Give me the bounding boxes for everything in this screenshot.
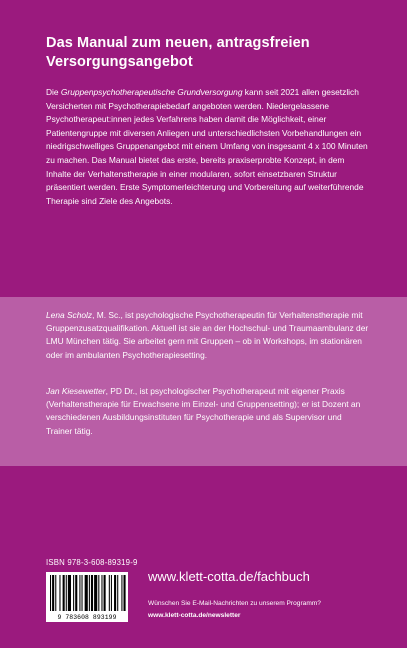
isbn-label: ISBN 978-3-608-89319-9 — [46, 558, 138, 567]
barcode-bar — [117, 575, 118, 611]
barcode-bar — [59, 575, 60, 611]
barcode-bar — [66, 575, 67, 611]
headline-line-1: Das Manual zum neuen, antragsfreien — [46, 35, 310, 51]
barcode-bar — [101, 575, 102, 611]
publisher-footer — [0, 466, 407, 648]
barcode-bar — [55, 575, 56, 611]
barcode-bar — [89, 575, 90, 611]
barcode-bar — [85, 575, 88, 611]
barcode-bar — [94, 575, 97, 611]
barcode-bar — [63, 575, 65, 611]
newsletter-url[interactable]: www.klett-cotta.de/newsletter — [148, 612, 241, 619]
author-name: Jan Kiesewetter — [46, 386, 106, 396]
barcode-digits: 9 783608 893199 — [57, 614, 117, 621]
barcode-bar — [104, 575, 106, 611]
barcode-bar — [79, 575, 80, 611]
barcode-bar — [50, 575, 51, 611]
barcode-bar — [82, 575, 83, 611]
publisher-url[interactable]: www.klett-cotta.de/fachbuch — [148, 569, 310, 584]
author-band — [0, 297, 407, 466]
intro-title: Gruppenpsychotherapeutische Grundversorgung — [60, 87, 243, 97]
barcode-bar — [52, 575, 54, 611]
barcode-bar — [111, 575, 112, 611]
barcode-bar — [73, 575, 74, 611]
author-bio-text: , M. Sc., ist psychologische Psychotherapeutin für Verhaltenstherapie mit Gruppenzusatzqualifikation. Aktuell ist sie an der Hochschul- und Traumaambulanz der LMU München tätig. Sie arbeitet gern mit Gruppen – ob in Workshops, im stationären oder im ambulanten Psychotherapiesetting. — [46, 310, 369, 360]
author-name: Lena Scholz — [46, 310, 93, 320]
barcode-bar — [109, 575, 110, 611]
barcode-bar — [98, 575, 99, 611]
barcode-bar — [91, 575, 93, 611]
intro-prefix: Die — [46, 87, 61, 97]
headline — [46, 34, 376, 72]
author-bio — [46, 309, 370, 362]
author-bio — [46, 385, 370, 438]
blurb-section — [0, 0, 407, 297]
intro-text: kann seit 2021 allen gesetzlich Versicherten mit Psychotherapiebedarf angeboten werden. Niedergelassene Psychotherapeut:innen jedes Verfahrens haben damit die Möglichkeit, einer Patientengruppe mit diversen Anliegen und unterschiedlichsten Vorbehandlungen ein niedrigschwelliges Gruppenangebot mit einem Umfang von insgesamt 4 x 100 Minuten zu machen. Das Manual bietet das erste, bereits praxiserprobte Konzept, in dem Inhalte der Verhaltenstherapie in einer modularen, sofort einsetzbaren Struktur präsentiert werden. Erste Symptomerleichterung und Vorbereitung auf weiterführende Therapie sind Ziele des Angebots. — [46, 87, 368, 206]
barcode-bars — [46, 572, 128, 613]
barcode-bar — [68, 575, 71, 611]
newsletter-question: Wünschen Sie E-Mail-Nachrichten zu unserem Programm? — [148, 600, 321, 607]
author-bio-text: , PD Dr., ist psychologischer Psychotherapeut mit eigener Praxis (Verhaltenstherapie für Erwachsene im Einzel- und Gruppensetting); er ist Dozent an verschiedenen Ausbildungsinstituten für Psychotherapie und als Supervisor und Trainer tätig. — [46, 386, 361, 436]
barcode-bar — [75, 575, 77, 611]
intro-paragraph — [46, 86, 370, 208]
barcode-bar — [121, 575, 122, 611]
headline-line-2: Versorgungsangebot — [46, 54, 193, 70]
barcode-bar — [114, 575, 116, 611]
barcode — [46, 572, 128, 622]
barcode-bar — [124, 575, 126, 611]
